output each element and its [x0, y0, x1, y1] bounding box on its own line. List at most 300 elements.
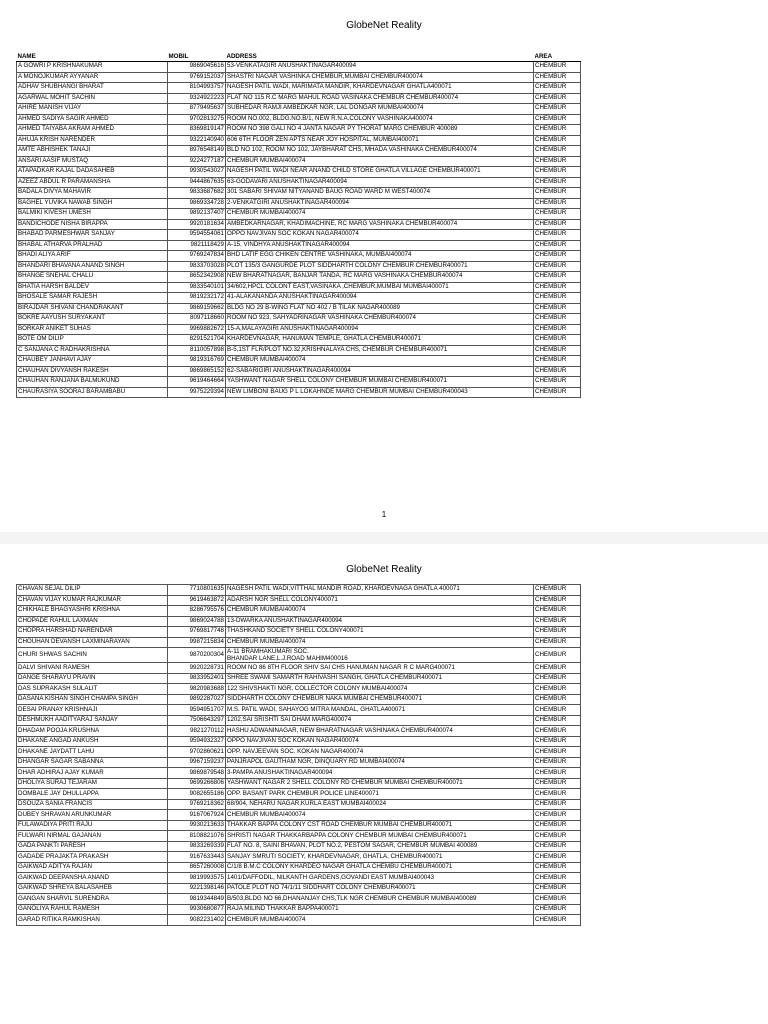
cell-name: BHADI ALIYA ARIF [17, 251, 168, 262]
cell-mobil: 8286795576 [168, 606, 226, 617]
cell-address: ROOM NO 398 GALI NO 4 JANTA NAGAR PY THORAT MARG CHEMBUR 400089 [226, 125, 534, 136]
table-row [17, 93, 581, 104]
cell-name: DALVI SHIVANI RAMESH [17, 663, 168, 674]
cell-area: CHEMBUR [534, 768, 581, 779]
table-row [17, 314, 581, 325]
cell-address: C/1/8 B.M.C COLONY KHARDEO NAGAR GHATLA CHEMBU CHEMBUR400071 [226, 862, 534, 873]
cell-name: GADA PANKTI PARESH [17, 841, 168, 852]
table-row [17, 778, 581, 789]
cell-mobil: 9444867635 [168, 177, 226, 188]
table-row [17, 72, 581, 83]
cell-area: CHEMBUR [534, 335, 581, 346]
cell-name: DHAR ADHIRAJ AJAY KUMAR [17, 768, 168, 779]
cell-area: CHEMBUR [534, 747, 581, 758]
cell-mobil: 7506643297 [168, 715, 226, 726]
cell-area: CHEMBUR [534, 114, 581, 125]
cell-name: AHMED TAIYABA AKRAM AHMED [17, 125, 168, 136]
cell-name: A MONOJKUMAR AYYANAR [17, 72, 168, 83]
cell-address: B/503,BLDG NO 66,DHANANJAY CHS,TLK NGR CHEMBUR CHEMBUR MUMBAI400089 [226, 894, 534, 905]
cell-mobil: 9224277187 [168, 156, 226, 167]
cell-address: OPP. NAVJEEVAN SOC. KOKAN NAGAR400074 [226, 747, 534, 758]
cell-address: 2-VENKATGIRI ANUSHAKTINAGAR400094 [226, 198, 534, 209]
cell-mobil: 9082231402 [168, 915, 226, 926]
cell-name: BHABAL ATHARVA PRALHAD [17, 240, 168, 251]
cell-mobil: 8369819147 [168, 125, 226, 136]
cell-address: NAGESH PATIL WADI, MARIMATA MANDIR, KHARDEVNAGAR GHATLA400071 [226, 83, 534, 94]
table-row [17, 694, 581, 705]
cell-address: 13-DWARKA ANUSHAKTINAGAR400094 [226, 616, 534, 627]
cell-address: 41-ALAKANANDA ANUSHAKTINAGAR400094 [226, 293, 534, 304]
table-row [17, 789, 581, 800]
column-header-mobil: MOBIL [168, 52, 226, 62]
cell-address: CHEMBUR MUMBAI400074 [226, 915, 534, 926]
cell-address: NEW LIMBONI BAUG P L LOKAHNDE MARG CHEMBUR MUMBAI CHEMBUR400043 [226, 387, 534, 398]
cell-area: CHEMBUR [534, 219, 581, 230]
cell-area: CHEMBUR [534, 261, 581, 272]
cell-mobil: 9870200304 [168, 648, 226, 663]
cell-name: BHANGE SNEHAL CHALU [17, 272, 168, 283]
cell-address: SIDDHARTH COLONY CHEMBUR NAKA MUMBAI CHEMBUR400071 [226, 694, 534, 705]
table-row [17, 282, 581, 293]
cell-name: DESAI PRANAY KRISHNAJI [17, 705, 168, 716]
cell-area: CHEMBUR [534, 904, 581, 915]
cell-mobil: 9930680877 [168, 904, 226, 915]
cell-address: ADARSH NGR SHELL COLONY400071 [226, 595, 534, 606]
cell-mobil: 9769817748 [168, 627, 226, 638]
cell-mobil: 7710801635 [168, 585, 226, 596]
cell-mobil: 9819993575 [168, 873, 226, 884]
cell-mobil: 9769247834 [168, 251, 226, 262]
cell-area: CHEMBUR [534, 366, 581, 377]
cell-mobil: 9969882672 [168, 324, 226, 335]
table-row [17, 366, 581, 377]
cell-name: DHANGAR SAGAR SABANNA [17, 757, 168, 768]
cell-mobil: 9702860621 [168, 747, 226, 758]
table-row [17, 177, 581, 188]
cell-area: CHEMBUR [534, 799, 581, 810]
cell-name: GANGAN SHARVIL SURENDRA [17, 894, 168, 905]
table-row [17, 62, 581, 73]
cell-address: 122 SHIVSHAKTI NGR, COLLECTOR COLONY MUMBAI400074 [226, 684, 534, 695]
cell-area: CHEMBUR [534, 303, 581, 314]
cell-name: BAGHEL YUVIKA NAWAB SINGH [17, 198, 168, 209]
cell-name: BHANDARI BHAVANA ANAND SINGH [17, 261, 168, 272]
cell-name: AHUJA KRISH NARENDER [17, 135, 168, 146]
table-row [17, 873, 581, 884]
cell-name: DHAKANE ANGAD ANKUSH [17, 736, 168, 747]
cell-mobil: 9167067924 [168, 810, 226, 821]
cell-mobil: 8652342908 [168, 272, 226, 283]
cell-address: SHREE SWAMI SAMARTH RAHIVASHI SANGH, GHATLA CHEMBUR400071 [226, 673, 534, 684]
table-row [17, 377, 581, 388]
cell-name: BORKAR ANIKET SUHAS [17, 324, 168, 335]
cell-area: CHEMBUR [534, 585, 581, 596]
cell-name: GAIKWAD DEEPANSHA ANAND [17, 873, 168, 884]
cell-name: BHOSALE SAMAR RAJESH [17, 293, 168, 304]
cell-address: CHEMBUR MUMBAI400074 [226, 356, 534, 367]
document-page-2 [0, 544, 768, 1024]
cell-mobil: 9892137407 [168, 209, 226, 220]
cell-area: CHEMBUR [534, 673, 581, 684]
cell-area: CHEMBUR [534, 705, 581, 716]
cell-area: CHEMBUR [534, 894, 581, 905]
cell-area: CHEMBUR [534, 736, 581, 747]
table-row [17, 831, 581, 842]
cell-name: CHAVAN SEJAL DILIP [17, 585, 168, 596]
table-row [17, 209, 581, 220]
table-row [17, 810, 581, 821]
cell-mobil: 9082655186 [168, 789, 226, 800]
table-row [17, 83, 581, 94]
cell-name: ATAPADKAR KAJAL DADASAHEB [17, 167, 168, 178]
cell-mobil: 8108821076 [168, 831, 226, 842]
table-row [17, 705, 581, 716]
cell-area: CHEMBUR [534, 83, 581, 94]
table-row [17, 883, 581, 894]
table-row [17, 595, 581, 606]
cell-mobil: 9869879548 [168, 768, 226, 779]
table-row [17, 251, 581, 262]
cell-address: A-15, VINDHYA ANUSHAKTINAGAR400094 [226, 240, 534, 251]
cell-area: CHEMBUR [534, 356, 581, 367]
cell-area: CHEMBUR [534, 282, 581, 293]
cell-name: AGARWAL MOHIT SACHIN [17, 93, 168, 104]
cell-mobil: 9702813275 [168, 114, 226, 125]
table-row [17, 904, 581, 915]
table-header-row [17, 52, 581, 62]
cell-address: OPPO NAVJIVAN SOC KOKAN NAGAR400074 [226, 736, 534, 747]
table-row [17, 606, 581, 617]
cell-area: CHEMBUR [534, 841, 581, 852]
cell-mobil: 9869045616 [168, 62, 226, 73]
table-row [17, 135, 581, 146]
cell-area: CHEMBUR [534, 684, 581, 695]
cell-name: AHIRE MANISH VIJAY [17, 104, 168, 115]
cell-area: CHEMBUR [534, 177, 581, 188]
cell-mobil: 9819316769 [168, 356, 226, 367]
table-row [17, 715, 581, 726]
cell-area: CHEMBUR [534, 820, 581, 831]
cell-address: 301 SABARI SHIVAM NITYANAND BAUG ROAD WARD M WEST400074 [226, 188, 534, 199]
cell-mobil: 9987215834 [168, 637, 226, 648]
cell-area: CHEMBUR [534, 72, 581, 83]
cell-mobil: 9975229394 [168, 387, 226, 398]
cell-area: CHEMBUR [534, 616, 581, 627]
table-row [17, 387, 581, 398]
cell-area: CHEMBUR [534, 209, 581, 220]
cell-area: CHEMBUR [534, 387, 581, 398]
cell-mobil: 9869334728 [168, 198, 226, 209]
cell-area: CHEMBUR [534, 345, 581, 356]
cell-area: CHEMBUR [534, 852, 581, 863]
cell-name: GADADE PRAJAKTA PRAKASH [17, 852, 168, 863]
cell-area: CHEMBUR [534, 314, 581, 325]
cell-address: HASHU ADWANINAGAR, NEW BHARATNAGAR VASHINAKA CHEMBUR400074 [226, 726, 534, 737]
table-row [17, 303, 581, 314]
cell-name: FULAWADIYA PRITI RAJU [17, 820, 168, 831]
cell-mobil: 9221398146 [168, 883, 226, 894]
cell-mobil: 9920228731 [168, 663, 226, 674]
cell-name: A GOWRI P KRISHNAKUMAR [17, 62, 168, 73]
cell-area: CHEMBUR [534, 627, 581, 638]
cell-address: PANJRAPOL GAUTHAM NGR, DINQUARY RD MUMBAI400074 [226, 757, 534, 768]
cell-mobil: 8291521704 [168, 335, 226, 346]
cell-name: DAS SUPRAKASH SULALIT [17, 684, 168, 695]
cell-mobil: 9833687682 [168, 188, 226, 199]
cell-mobil: 9324922223 [168, 93, 226, 104]
cell-address: M.S. PATIL WADI, SAHAYOG MITRA MANDAL, GHATLA400071 [226, 705, 534, 716]
cell-name: GAIKWAD ADITYA RAJAN [17, 862, 168, 873]
cell-area: CHEMBUR [534, 104, 581, 115]
cell-mobil: 8110057898 [168, 345, 226, 356]
table-row [17, 757, 581, 768]
cell-name: GAIKWAD SHREYA BALASAHEB [17, 883, 168, 894]
cell-name: AMTE ABHISHEK TANAJI [17, 146, 168, 157]
table-row [17, 736, 581, 747]
cell-mobil: 9833540101 [168, 282, 226, 293]
cell-address: NAGESH PATIL WADI,VITTHAL MANDIR ROAD, KHARDEVNAGA GHATLA 400071 [226, 585, 534, 596]
cell-address: CHEMBUR MUMBAI400074 [226, 810, 534, 821]
table-row [17, 272, 581, 283]
cell-address: CHEMBUR MUMBAI400074 [226, 209, 534, 220]
cell-mobil: 9769218362 [168, 799, 226, 810]
cell-name: ANSARI AASIF MUSTAQ [17, 156, 168, 167]
cell-address: THAKKAR BAPPA COLONY CST ROAD CHEMBUR MUMBAI CHEMBUR400071 [226, 820, 534, 831]
cell-area: CHEMBUR [534, 778, 581, 789]
cell-name: CHAVAN VIJAY KUMAR RAJKUMAR [17, 595, 168, 606]
cell-name: BOTE OM DILIP [17, 335, 168, 346]
cell-area: CHEMBUR [534, 637, 581, 648]
cell-name: DESHMUKH AADITYARAJ SANJAY [17, 715, 168, 726]
cell-mobil: 9594951707 [168, 705, 226, 716]
cell-address: YASHWANT NAGAR 2 SHELL COLONY RD CHEMBUR MUMBAI CHEMBUR400071 [226, 778, 534, 789]
table-row [17, 240, 581, 251]
table-row [17, 726, 581, 737]
table-row [17, 335, 581, 346]
cell-mobil: 9167633443 [168, 852, 226, 863]
cell-name: CHAUHAN DIVYANSH RAKESH [17, 366, 168, 377]
cell-name: DASANA KISHAN SINGH CHAMPA SINGH [17, 694, 168, 705]
cell-area: CHEMBUR [534, 789, 581, 800]
cell-address: RAJA MILIND THAKKAR BAPPA400071 [226, 904, 534, 915]
cell-area: CHEMBUR [534, 293, 581, 304]
table-row [17, 627, 581, 638]
cell-area: CHEMBUR [534, 188, 581, 199]
cell-address: SHASTRI NAGAR VASHINKA CHEMBUR,MUMBAI CHEMBUR400074 [226, 72, 534, 83]
table-row [17, 637, 581, 648]
cell-name: CHOPADE RAHUL LAXMAN [17, 616, 168, 627]
cell-mobil: 9869159662 [168, 303, 226, 314]
cell-name: AHMED SADIYA SAGIR AHMED [17, 114, 168, 125]
cell-mobil: 9619464664 [168, 377, 226, 388]
cell-address-line-1: A-11 BRAMHAKUMARI SOC. [227, 648, 309, 655]
cell-address: THASHKAND SOCIETY SHELL COLONY400071 [226, 627, 534, 638]
cell-name: DHAKANE JAYDATT LAHU [17, 747, 168, 758]
cell-mobil: 9892287027 [168, 694, 226, 705]
cell-mobil: 8779495637 [168, 104, 226, 115]
cell-name: CHAUHAN RANJANA BALMUKUND [17, 377, 168, 388]
cell-address: ROOM NO 923, SAHYADRINAGAR VASHINAKA CHEMBUR400074 [226, 314, 534, 325]
cell-mobil: 9967159237 [168, 757, 226, 768]
cell-area: CHEMBUR [534, 883, 581, 894]
cell-address: 1202,SAI SRISHTI SAI DHAM MARG400074 [226, 715, 534, 726]
cell-area: CHEMBUR [534, 167, 581, 178]
cell-name: AZEEZ ABDUL R PARAMANSHA [17, 177, 168, 188]
cell-name: BADALA DIVYA MAHAVIR [17, 188, 168, 199]
cell-name: BHATIA HARSH BALDEV [17, 282, 168, 293]
cell-address [226, 648, 534, 663]
cell-area: CHEMBUR [534, 125, 581, 136]
cell-area: CHEMBUR [534, 726, 581, 737]
cell-area: CHEMBUR [534, 862, 581, 873]
cell-mobil: 9821270112 [168, 726, 226, 737]
cell-mobil: 9819344849 [168, 894, 226, 905]
table-row [17, 768, 581, 779]
cell-address: PLOT 135/3 GANGURDE PLOT SIDDHARTH COLONY CHEMBUR CHEMBUR400071 [226, 261, 534, 272]
cell-address: OPPO NAVJIVAN SOC KOKAN NAGAR400074 [226, 230, 534, 241]
cell-address: ROOM NO 86 8TH FLOOR SHIV SAI CHS HANUMAN NAGAR R C MARG400071 [226, 663, 534, 674]
cell-area: CHEMBUR [534, 62, 581, 73]
page-number: 1 [381, 510, 387, 519]
table-row [17, 230, 581, 241]
table-row [17, 345, 581, 356]
table-row [17, 799, 581, 810]
cell-address: 68/904, NEHARU NAGAR,KURLA EAST MUMBAI400024 [226, 799, 534, 810]
cell-mobil: 9833952401 [168, 673, 226, 684]
contacts-table [16, 584, 581, 926]
table-row [17, 261, 581, 272]
contacts-table [16, 52, 581, 398]
cell-mobil: 9930213633 [168, 820, 226, 831]
cell-area: CHEMBUR [534, 251, 581, 262]
table-row [17, 188, 581, 199]
cell-mobil: 9821118429 [168, 240, 226, 251]
cell-area: CHEMBUR [534, 240, 581, 251]
table-row [17, 104, 581, 115]
table-row [17, 324, 581, 335]
cell-area: CHEMBUR [534, 156, 581, 167]
cell-name: CHOPRA HARSHAD NARENDAR [17, 627, 168, 638]
cell-area: CHEMBUR [534, 324, 581, 335]
cell-mobil: 9699266806 [168, 778, 226, 789]
table-row [17, 198, 581, 209]
cell-name: GANOLIYA RAHUL RAMESH [17, 904, 168, 915]
table-row [17, 915, 581, 926]
cell-area: CHEMBUR [534, 146, 581, 157]
table-row [17, 862, 581, 873]
cell-area: CHEMBUR [534, 198, 581, 209]
cell-area: CHEMBUR [534, 663, 581, 674]
table-row [17, 841, 581, 852]
cell-area: CHEMBUR [534, 230, 581, 241]
table-row [17, 894, 581, 905]
table-row [17, 156, 581, 167]
cell-name: BHABAD PARMESHWAR SANJAY [17, 230, 168, 241]
cell-name: GARAD RITIKA RAMKISHAN [17, 915, 168, 926]
cell-name: CHOUHAN DEVANSH LAXMINARAYAN [17, 637, 168, 648]
cell-mobil: 9930543027 [168, 167, 226, 178]
cell-area: CHEMBUR [534, 606, 581, 617]
cell-address: 606 6TH FLOOR ZEN APTS NEAR JOY HOSPITAL, MUMBAI400071 [226, 135, 534, 146]
cell-area: CHEMBUR [534, 93, 581, 104]
cell-address: FLAT NO. 8, SAINI BHAVAN, PLOT NO.2, PESTOM SAGAR, CHEMBUR MUMBAI 400089 [226, 841, 534, 852]
table-row [17, 125, 581, 136]
cell-area: CHEMBUR [534, 694, 581, 705]
cell-name: DHOLIYA SURAJ TEJARAM [17, 778, 168, 789]
cell-area: CHEMBUR [534, 831, 581, 842]
cell-area: CHEMBUR [534, 915, 581, 926]
cell-address: KHARDEVNAGAR, HANUMAN TEMPLE, GHATLA CHEMBUR400071 [226, 335, 534, 346]
cell-name: DUBEY SHRAVAN ARUNKUMAR [17, 810, 168, 821]
cell-address: 34/602,HPCL COLONT EAST,VASINAKA ,CHEMBUR,MUMBAI MUMBAI400071 [226, 282, 534, 293]
table-row [17, 648, 581, 663]
cell-address: NAGESH PATIL WADI NEAR ANAND CHILD STORE GHATLA VILLAGE CHEMBUR400071 [226, 167, 534, 178]
cell-address: B-5,1ST FLR/PLOT NO.32,KRISHNALAYA CHS, CHEMBUR CHEMBUR400071 [226, 345, 534, 356]
cell-area: CHEMBUR [534, 648, 581, 663]
table-row [17, 167, 581, 178]
cell-area: CHEMBUR [534, 715, 581, 726]
cell-address: BLDG NO 29 B-WING FLAT NO 402 / B TILAK NAGAR400089 [226, 303, 534, 314]
document-title: GlobeNet Reality [346, 20, 422, 31]
cell-address: BHD LATIF EGG CHIKEN CENTRE VASHINAKA, MUMBAI400074 [226, 251, 534, 262]
cell-address: 63-GODAVARI ANUSHAKTINAGAR400094 [226, 177, 534, 188]
cell-name: BOKRE AAYUSH SURYAKANT [17, 314, 168, 325]
cell-mobil: 8097118660 [168, 314, 226, 325]
cell-area: CHEMBUR [534, 135, 581, 146]
cell-mobil: 9594554061 [168, 230, 226, 241]
cell-address: CHEMBUR MUMBAI400074 [226, 156, 534, 167]
cell-name: CHAUBEY JANHAVI AJAY [17, 356, 168, 367]
cell-name: BALMIKI KIVESH UMESH [17, 209, 168, 220]
table-row [17, 852, 581, 863]
cell-mobil: 9322140940 [168, 135, 226, 146]
cell-address: SANJAY SMRUTI SOCIETY, KHARDEVNAGAR, GHATLA, CHEMBUR400071 [226, 852, 534, 863]
cell-address: 3-PAMPA ANUSHAKTINAGAR400094 [226, 768, 534, 779]
table-row [17, 146, 581, 157]
cell-mobil: 8976548149 [168, 146, 226, 157]
cell-address-line-2: BHANDAR LANE,L.J.ROAD MAHIM400016 [227, 655, 348, 663]
table-row [17, 673, 581, 684]
column-header-address: ADDRESS [226, 52, 534, 62]
cell-name: CHURI SHWAS SACHIN [17, 648, 168, 663]
cell-address: YASHWANT NAGAR SHELL COLONY CHEMBUR MUMBAI CHEMBUR400071 [226, 377, 534, 388]
cell-area: CHEMBUR [534, 272, 581, 283]
cell-address: 15-A,MALAYAGIRI ANUSHAKTINAGAR400094 [226, 324, 534, 335]
table-row [17, 293, 581, 304]
cell-name: BANDICHODE NISHA BIRAPPA [17, 219, 168, 230]
cell-address: CHEMBUR MUMBAI400074 [226, 606, 534, 617]
cell-mobil: 9833703028 [168, 261, 226, 272]
table-row [17, 356, 581, 367]
cell-mobil: 9769152037 [168, 72, 226, 83]
cell-area: CHEMBUR [534, 810, 581, 821]
table-row [17, 747, 581, 758]
cell-mobil: 9819232172 [168, 293, 226, 304]
cell-mobil: 9869024788 [168, 616, 226, 627]
cell-address: SUBHEDAR RAMJI AMBEDKAR NGR, LAL DONGAR MUMBAI400074 [226, 104, 534, 115]
cell-mobil: 9619463872 [168, 595, 226, 606]
cell-mobil: 9833269339 [168, 841, 226, 852]
cell-mobil: 9820983688 [168, 684, 226, 695]
cell-area: CHEMBUR [534, 873, 581, 884]
cell-area: CHEMBUR [534, 757, 581, 768]
cell-address: 53-VENKATAGIRI ANUSHAKTINAGAR400094 [226, 62, 534, 73]
cell-address: OPP. BASANT PARK CHEMBUR POLICE LINE400071 [226, 789, 534, 800]
document-title: GlobeNet Reality [346, 564, 422, 575]
cell-address: CHEMBUR MUMBAI400074 [226, 637, 534, 648]
column-header-area: AREA [534, 52, 581, 62]
cell-address: AMBEDKARNAGAR, KHADIMACHINE, RC MARG VASHINAKA CHEMBUR400074 [226, 219, 534, 230]
